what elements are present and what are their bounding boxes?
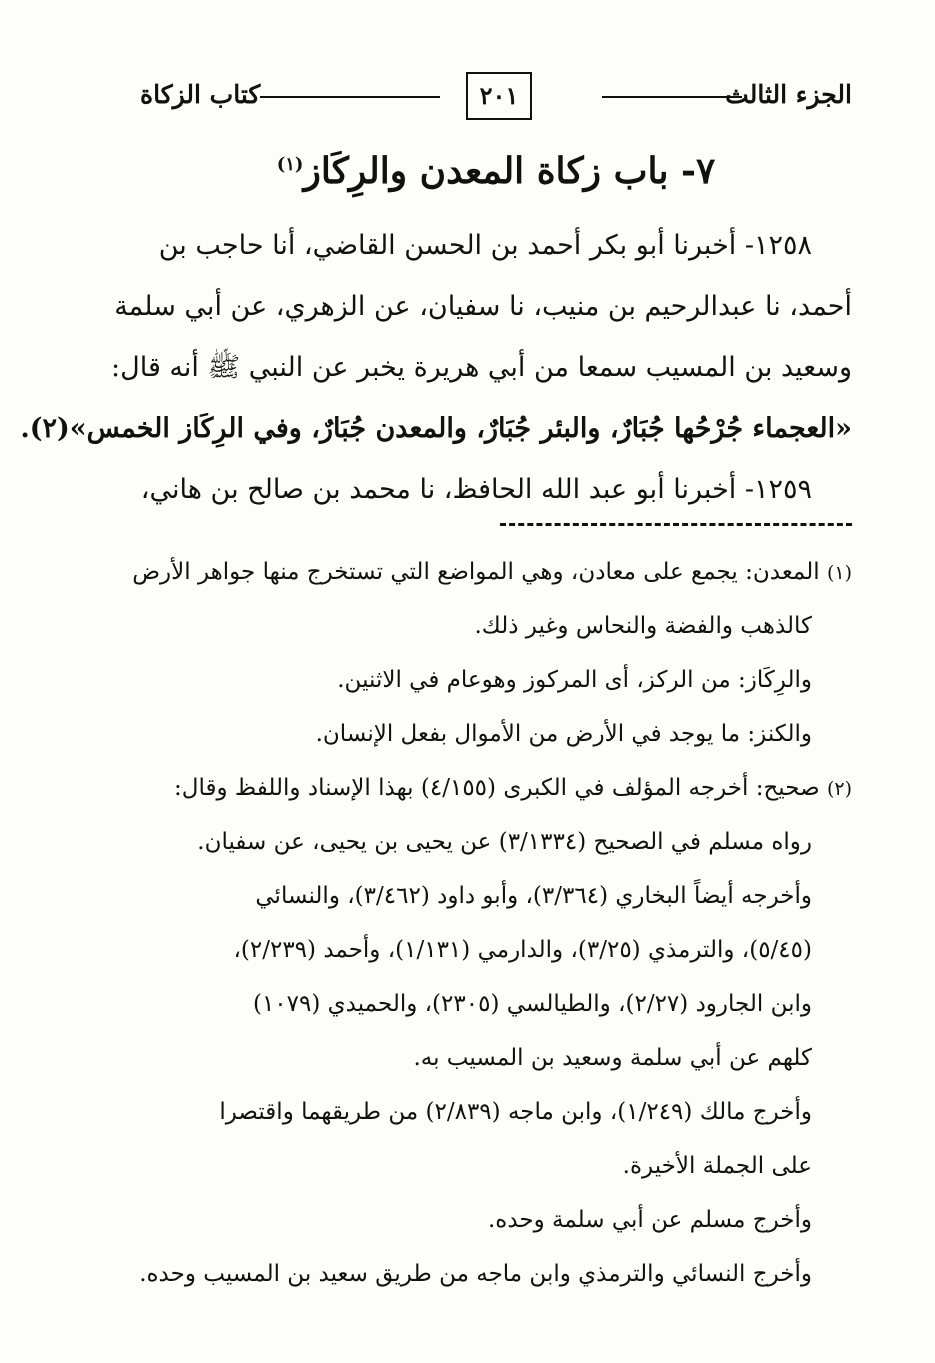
chapter-title-text: ٧- باب زكاة المعدن والرِكَاز <box>303 150 716 192</box>
footnote-line <box>140 1193 852 1247</box>
footnote-text: وأخرج النسائي والترمذي وابن ماجه من طريق سعيد بن المسيب وحده. <box>139 1261 812 1287</box>
footnote-line <box>132 545 852 599</box>
volume-label: الجزء الثالث <box>725 80 852 109</box>
footnote-line <box>140 977 852 1031</box>
footnote-text: والرِكَاز: من الركز، أى المركوز وهوعام في الاثنين. <box>337 667 812 693</box>
body-line: ١٢٥٨- أخبرنا أبو بكر أحمد بن الحسن القاضي، أنا حاجب بن <box>158 230 812 261</box>
body-line: ١٢٥٩- أخبرنا أبو عبد الله الحافظ، نا محمد بن صالح بن هاني، <box>140 474 812 505</box>
footnote-line <box>140 1139 852 1193</box>
page-number: ٢٠١ <box>466 72 532 120</box>
main-text <box>20 215 852 520</box>
footnote-line <box>140 761 852 815</box>
footnote-number: (١) <box>826 562 852 584</box>
footnote-text: صحيح: أخرجه المؤلف في الكبرى (٤/١٥٥) بهذا الإسناد واللفظ وقال: <box>174 775 820 801</box>
footnote-line <box>140 869 852 923</box>
footnote-line <box>140 815 852 869</box>
chapter-title <box>140 150 852 192</box>
footnote-separator <box>500 523 852 526</box>
footnote-text: المعدن: يجمع على معادن، وهي المواضع التي تستخرج منها جواهر الأرض <box>132 559 820 585</box>
footnote-text: وأخرج مالك (١/٢٤٩)، وابن ماجه (٢/٨٣٩) من طريقهما واقتصرا <box>219 1099 812 1125</box>
footnote-line <box>140 1247 852 1301</box>
footnote-text: وأخرج مسلم عن أبي سلمة وحده. <box>487 1207 812 1233</box>
footnote-text: كلهم عن أبي سلمة وسعيد بن المسيب به. <box>413 1045 812 1071</box>
footnote-line <box>140 923 852 977</box>
footnotes <box>132 545 852 1301</box>
header-rule-left <box>260 96 440 98</box>
hadith-text-line: «العجماء جُرْحُها جُبَارٌ، والبئر جُبَارٌ، والمعدن جُبَارٌ، وفي الرِكَاز الخمس»(٢). <box>20 413 852 444</box>
footnote-text: والكنز: ما يوجد في الأرض من الأموال بفعل الإنسان. <box>315 721 812 747</box>
body-line: أحمد، نا عبدالرحيم بن منيب، نا سفيان، عن الزهري، عن أبي سلمة <box>114 291 852 322</box>
footnote-line <box>140 1031 852 1085</box>
footnote-line <box>140 653 852 707</box>
header-rule-right <box>602 96 742 98</box>
footnote-text: رواه مسلم في الصحيح (٣/١٣٣٤) عن يحيى بن يحيى، عن سفيان. <box>197 829 812 855</box>
book-title: كتاب الزكاة <box>140 80 261 109</box>
footnote-line <box>140 599 852 653</box>
footnote-text: وأخرجه أيضاً البخاري (٣/٣٦٤)، وأبو داود (٣/٤٦٢)، والنسائي <box>255 883 812 909</box>
footnote-line <box>140 1085 852 1139</box>
body-line: وسعيد بن المسيب سمعا من أبي هريرة يخبر عن النبي ﷺ أنه قال: <box>111 352 852 383</box>
footnote-text: على الجملة الأخيرة. <box>622 1153 812 1179</box>
running-header <box>140 72 852 122</box>
footnote-text: وابن الجارود (٢/٢٧)، والطيالسي (٢٣٠٥)، والحميدي (١٠٧٩) <box>252 991 812 1017</box>
footnote-text: (٥/٤٥)، والترمذي (٣/٢٥)، والدارمي (١/١٣١)، وأحمد (٢/٢٣٩)، <box>233 937 812 963</box>
footnote-text: كالذهب والفضة والنحاس وغير ذلك. <box>474 613 812 639</box>
chapter-title-note-ref: (١) <box>276 154 304 175</box>
footnote-number: (٢) <box>826 778 852 800</box>
footnote-line <box>140 707 852 761</box>
